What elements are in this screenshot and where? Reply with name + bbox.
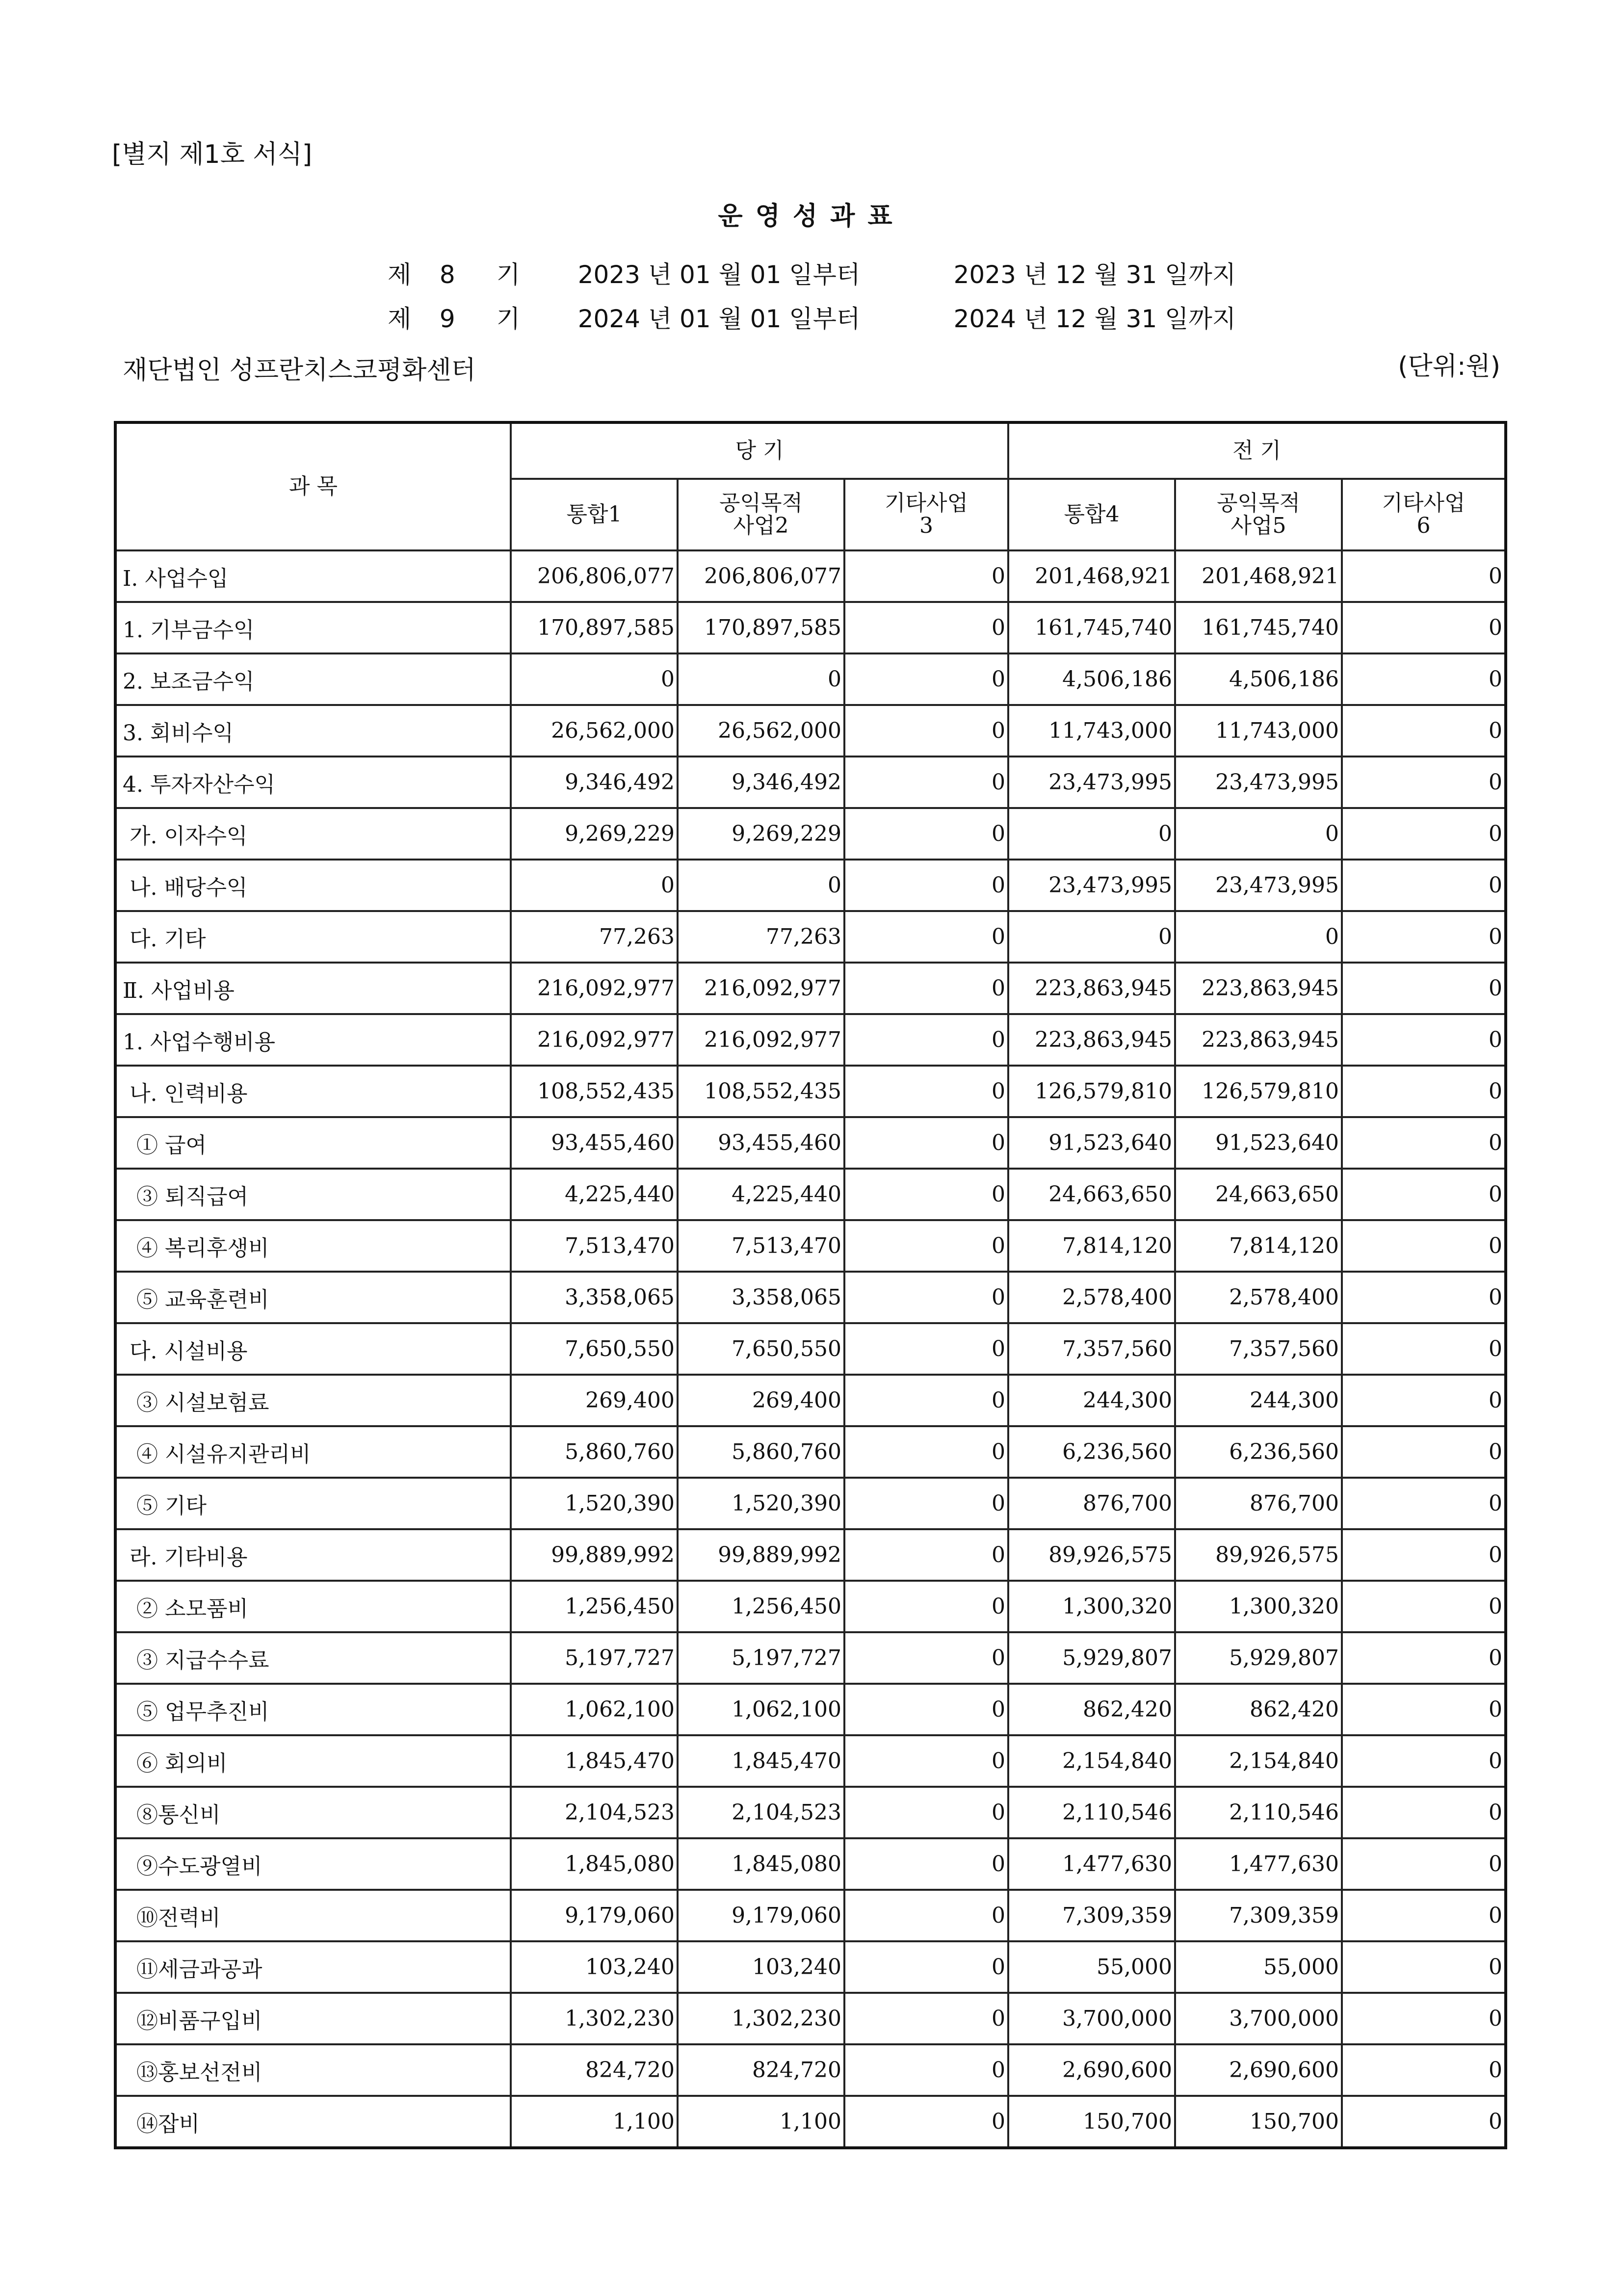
row-value: 99,889,992	[678, 1529, 844, 1581]
row-value: 77,263	[511, 911, 678, 963]
table-row	[115, 2044, 1506, 2096]
table-row	[115, 1014, 1506, 1066]
row-value: 23,473,995	[1175, 860, 1342, 911]
row-value: 206,806,077	[511, 550, 678, 602]
table-row	[115, 911, 1506, 963]
column-header-line: 3	[919, 513, 933, 538]
row-value: 4,225,440	[678, 1169, 844, 1220]
table-row	[115, 1941, 1506, 1993]
row-value: 0	[1342, 1426, 1506, 1478]
row-value: 216,092,977	[511, 963, 678, 1014]
row-item-label: ⑪세금과공과	[115, 1941, 511, 1993]
row-value: 11,743,000	[1008, 705, 1175, 757]
row-item-label: ④ 복리후생비	[115, 1220, 511, 1272]
row-value: 0	[844, 1838, 1008, 1890]
table-row	[115, 1478, 1506, 1529]
row-value: 2,110,546	[1008, 1787, 1175, 1838]
row-value: 9,269,229	[678, 808, 844, 860]
row-value: 5,860,760	[678, 1426, 844, 1478]
row-value: 269,400	[678, 1375, 844, 1426]
row-value: 0	[678, 653, 844, 705]
row-item-label: Ⅰ. 사업수입	[115, 550, 511, 602]
row-value: 0	[844, 1941, 1008, 1993]
row-item-label: 4. 투자자산수익	[115, 757, 511, 808]
table-row	[115, 1066, 1506, 1117]
row-value: 1,256,450	[511, 1581, 678, 1632]
organization-name: 재단법인 성프란치스코평화센터	[123, 356, 476, 385]
row-value: 23,473,995	[1175, 757, 1342, 808]
row-item-label: ⑬홍보선전비	[115, 2044, 511, 2096]
row-value: 0	[1342, 1375, 1506, 1426]
row-value: 24,663,650	[1175, 1169, 1342, 1220]
row-value: 1,300,320	[1175, 1581, 1342, 1632]
row-value: 0	[844, 1890, 1008, 1941]
row-value: 0	[844, 1735, 1008, 1787]
row-value: 862,420	[1008, 1684, 1175, 1735]
row-value: 2,104,523	[678, 1787, 844, 1838]
row-item-label: ⑤ 교육훈련비	[115, 1272, 511, 1323]
row-value: 0	[678, 860, 844, 911]
table-row	[115, 1117, 1506, 1169]
column-header	[1175, 479, 1342, 550]
table-row	[115, 1220, 1506, 1272]
row-value: 170,897,585	[678, 602, 844, 653]
row-value: 1,845,080	[511, 1838, 678, 1890]
row-value: 91,523,640	[1008, 1117, 1175, 1169]
row-value: 0	[844, 2044, 1008, 2096]
row-value: 0	[1342, 1066, 1506, 1117]
row-value: 3,700,000	[1175, 1993, 1342, 2044]
row-value: 161,745,740	[1008, 602, 1175, 653]
row-value: 150,700	[1175, 2096, 1342, 2148]
row-value: 0	[1175, 911, 1342, 963]
column-header-line: 기타사업	[1382, 490, 1466, 516]
row-value: 0	[844, 1993, 1008, 2044]
row-value: 1,302,230	[511, 1993, 678, 2044]
row-value: 0	[1342, 1117, 1506, 1169]
row-value: 170,897,585	[511, 602, 678, 653]
row-value: 0	[844, 1529, 1008, 1581]
row-value: 2,690,600	[1008, 2044, 1175, 2096]
row-value: 0	[844, 705, 1008, 757]
table-row	[115, 550, 1506, 602]
row-value: 26,562,000	[511, 705, 678, 757]
period-number: 8	[439, 261, 455, 289]
row-value: 0	[1342, 1220, 1506, 1272]
period-start: 2023 년 01 월 01 일부터	[577, 261, 861, 289]
row-value: 0	[844, 1014, 1008, 1066]
row-item-label: 가. 이자수익	[115, 808, 511, 860]
row-value: 0	[1342, 911, 1506, 963]
table-row	[115, 1323, 1506, 1375]
row-value: 0	[844, 1323, 1008, 1375]
row-value: 0	[844, 1684, 1008, 1735]
row-value: 24,663,650	[1008, 1169, 1175, 1220]
row-value: 1,845,080	[678, 1838, 844, 1890]
row-item-label: ⑤ 업무추진비	[115, 1684, 511, 1735]
row-value: 1,100	[678, 2096, 844, 2148]
row-value: 7,513,470	[678, 1220, 844, 1272]
row-value: 2,154,840	[1175, 1735, 1342, 1787]
row-value: 1,300,320	[1008, 1581, 1175, 1632]
row-value: 0	[1342, 602, 1506, 653]
row-value: 0	[1342, 1272, 1506, 1323]
row-value: 2,690,600	[1175, 2044, 1342, 2096]
row-value: 1,477,630	[1175, 1838, 1342, 1890]
row-item-label: ⑧통신비	[115, 1787, 511, 1838]
row-value: 0	[1342, 1941, 1506, 1993]
column-header	[1342, 479, 1506, 550]
row-value: 0	[1342, 1838, 1506, 1890]
row-value: 103,240	[511, 1941, 678, 1993]
row-value: 55,000	[1008, 1941, 1175, 1993]
row-value: 9,179,060	[678, 1890, 844, 1941]
table-row	[115, 705, 1506, 757]
row-value: 0	[844, 757, 1008, 808]
row-value: 0	[844, 1220, 1008, 1272]
row-value: 0	[1342, 1014, 1506, 1066]
row-value: 0	[1342, 1684, 1506, 1735]
row-value: 2,578,400	[1175, 1272, 1342, 1323]
row-value: 0	[844, 860, 1008, 911]
row-item-label: ⑭잡비	[115, 2096, 511, 2148]
row-value: 1,845,470	[678, 1735, 844, 1787]
row-value: 223,863,945	[1175, 1014, 1342, 1066]
row-value: 4,506,186	[1008, 653, 1175, 705]
row-value: 3,700,000	[1008, 1993, 1175, 2044]
row-value: 0	[1008, 808, 1175, 860]
row-value: 0	[1342, 1632, 1506, 1684]
row-value: 6,236,560	[1175, 1426, 1342, 1478]
row-value: 0	[844, 1478, 1008, 1529]
table-row	[115, 2096, 1506, 2148]
row-value: 26,562,000	[678, 705, 844, 757]
table-row	[115, 808, 1506, 860]
row-item-label: ⑫비품구입비	[115, 1993, 511, 2044]
period-line	[388, 255, 1236, 290]
row-value: 0	[844, 1787, 1008, 1838]
row-value: 244,300	[1008, 1375, 1175, 1426]
row-value: 23,473,995	[1008, 860, 1175, 911]
row-value: 0	[1342, 1735, 1506, 1787]
row-value: 126,579,810	[1008, 1066, 1175, 1117]
row-value: 0	[1342, 2096, 1506, 2148]
period-line	[388, 299, 1236, 335]
row-item-label: 1. 사업수행비용	[115, 1014, 511, 1066]
row-value: 0	[511, 860, 678, 911]
row-value: 0	[1342, 1478, 1506, 1529]
row-value: 5,197,727	[511, 1632, 678, 1684]
table-row	[115, 1838, 1506, 1890]
row-value: 5,860,760	[511, 1426, 678, 1478]
period-je: 제	[388, 305, 412, 333]
row-item-label: 다. 기타	[115, 911, 511, 963]
row-value: 1,520,390	[511, 1478, 678, 1529]
row-value: 0	[1342, 1890, 1506, 1941]
column-header-line: 6	[1416, 513, 1431, 538]
table-row	[115, 1272, 1506, 1323]
column-header-line: 사업5	[1230, 513, 1286, 538]
row-value: 2,104,523	[511, 1787, 678, 1838]
row-value: 0	[1342, 1993, 1506, 2044]
table-row	[115, 602, 1506, 653]
row-value: 91,523,640	[1175, 1117, 1342, 1169]
operating-results-table	[114, 421, 1507, 2149]
row-value: 93,455,460	[678, 1117, 844, 1169]
row-value: 4,506,186	[1175, 653, 1342, 705]
row-item-label: 1. 기부금수익	[115, 602, 511, 653]
row-value: 0	[1342, 550, 1506, 602]
row-value: 2,110,546	[1175, 1787, 1342, 1838]
row-value: 1,845,470	[511, 1735, 678, 1787]
row-item-label: 3. 회비수익	[115, 705, 511, 757]
row-value: 216,092,977	[678, 963, 844, 1014]
row-value: 89,926,575	[1175, 1529, 1342, 1581]
row-value: 0	[844, 808, 1008, 860]
row-item-label: 나. 배당수익	[115, 860, 511, 911]
table-row	[115, 1735, 1506, 1787]
row-value: 223,863,945	[1008, 963, 1175, 1014]
row-value: 0	[844, 911, 1008, 963]
row-value: 201,468,921	[1008, 550, 1175, 602]
row-item-label: 2. 보조금수익	[115, 653, 511, 705]
table-row	[115, 1529, 1506, 1581]
column-header-line: 사업2	[733, 513, 789, 538]
table-row	[115, 1684, 1506, 1735]
row-value: 0	[844, 1066, 1008, 1117]
header-prior-period: 전 기	[1008, 422, 1506, 479]
row-value: 0	[1342, 1581, 1506, 1632]
row-value: 0	[1175, 808, 1342, 860]
row-value: 1,477,630	[1008, 1838, 1175, 1890]
row-value: 103,240	[678, 1941, 844, 1993]
table-row	[115, 1787, 1506, 1838]
row-value: 0	[1008, 911, 1175, 963]
row-value: 0	[844, 963, 1008, 1014]
row-value: 150,700	[1008, 2096, 1175, 2148]
period-start: 2024 년 01 월 01 일부터	[577, 305, 861, 333]
row-value: 0	[844, 602, 1008, 653]
row-value: 3,358,065	[678, 1272, 844, 1323]
row-value: 93,455,460	[511, 1117, 678, 1169]
row-value: 1,062,100	[511, 1684, 678, 1735]
row-item-label: ③ 시설보험료	[115, 1375, 511, 1426]
row-value: 7,309,359	[1008, 1890, 1175, 1941]
row-value: 1,062,100	[678, 1684, 844, 1735]
row-value: 206,806,077	[678, 550, 844, 602]
row-item-label: ② 소모품비	[115, 1581, 511, 1632]
row-value: 0	[1342, 1529, 1506, 1581]
row-value: 0	[1342, 963, 1506, 1014]
table-row	[115, 1993, 1506, 2044]
row-value: 216,092,977	[511, 1014, 678, 1066]
row-item-label: ③ 지급수수료	[115, 1632, 511, 1684]
row-value: 161,745,740	[1175, 602, 1342, 653]
row-value: 9,179,060	[511, 1890, 678, 1941]
row-value: 7,309,359	[1175, 1890, 1342, 1941]
row-value: 1,100	[511, 2096, 678, 2148]
row-value: 223,863,945	[1008, 1014, 1175, 1066]
row-value: 89,926,575	[1008, 1529, 1175, 1581]
column-header	[1008, 479, 1175, 550]
row-item-label: Ⅱ. 사업비용	[115, 963, 511, 1014]
row-value: 108,552,435	[678, 1066, 844, 1117]
row-value: 0	[511, 653, 678, 705]
row-value: 223,863,945	[1175, 963, 1342, 1014]
row-value: 7,814,120	[1175, 1220, 1342, 1272]
row-value: 9,346,492	[511, 757, 678, 808]
period-je: 제	[388, 261, 412, 289]
row-value: 0	[1342, 757, 1506, 808]
row-item-label: 다. 시설비용	[115, 1323, 511, 1375]
table-row	[115, 1581, 1506, 1632]
row-item-label: ⑩전력비	[115, 1890, 511, 1941]
row-value: 269,400	[511, 1375, 678, 1426]
row-item-label: ④ 시설유지관리비	[115, 1426, 511, 1478]
row-value: 0	[844, 1375, 1008, 1426]
row-value: 216,092,977	[678, 1014, 844, 1066]
row-value: 5,929,807	[1175, 1632, 1342, 1684]
row-value: 862,420	[1175, 1684, 1342, 1735]
page-title: 운영성과표	[718, 202, 905, 231]
table-row	[115, 1632, 1506, 1684]
row-value: 7,357,560	[1175, 1323, 1342, 1375]
row-value: 55,000	[1175, 1941, 1342, 1993]
row-value: 0	[844, 1426, 1008, 1478]
row-value: 9,269,229	[511, 808, 678, 860]
row-value: 201,468,921	[1175, 550, 1342, 602]
period-gi: 기	[496, 261, 521, 289]
row-value: 0	[1342, 2044, 1506, 2096]
row-value: 23,473,995	[1008, 757, 1175, 808]
table-row	[115, 1375, 1506, 1426]
column-header-line: 공익목적	[1216, 490, 1300, 516]
row-value: 9,346,492	[678, 757, 844, 808]
row-value: 0	[1342, 653, 1506, 705]
row-item-label: ① 급여	[115, 1117, 511, 1169]
row-value: 7,814,120	[1008, 1220, 1175, 1272]
row-value: 126,579,810	[1175, 1066, 1342, 1117]
row-item-label: ⑥ 회의비	[115, 1735, 511, 1787]
unit-label: (단위:원)	[1398, 352, 1500, 381]
row-value: 0	[1342, 705, 1506, 757]
row-value: 0	[844, 2096, 1008, 2148]
row-value: 2,578,400	[1008, 1272, 1175, 1323]
row-value: 2,154,840	[1008, 1735, 1175, 1787]
row-value: 77,263	[678, 911, 844, 963]
column-header-line: 공익목적	[719, 490, 803, 516]
row-value: 824,720	[511, 2044, 678, 2096]
row-value: 0	[1342, 808, 1506, 860]
column-header-line: 통합1	[566, 501, 622, 527]
row-item-label: ③ 퇴직급여	[115, 1169, 511, 1220]
row-value: 876,700	[1008, 1478, 1175, 1529]
row-value: 1,302,230	[678, 1993, 844, 2044]
row-value: 99,889,992	[511, 1529, 678, 1581]
period-end: 2023 년 12 월 31 일까지	[953, 261, 1236, 289]
table-row	[115, 963, 1506, 1014]
row-value: 0	[1342, 1323, 1506, 1375]
row-value: 824,720	[678, 2044, 844, 2096]
period-number: 9	[439, 305, 455, 333]
table-row	[115, 1890, 1506, 1941]
column-header	[844, 479, 1008, 550]
row-value: 7,650,550	[511, 1323, 678, 1375]
row-value: 7,513,470	[511, 1220, 678, 1272]
row-value: 0	[844, 1632, 1008, 1684]
table-row	[115, 653, 1506, 705]
row-value: 3,358,065	[511, 1272, 678, 1323]
column-header	[511, 479, 678, 550]
table-row	[115, 860, 1506, 911]
row-value: 876,700	[1175, 1478, 1342, 1529]
header-item: 과 목	[115, 422, 511, 550]
row-value: 0	[844, 1581, 1008, 1632]
form-label: [별지 제1호 서식]	[112, 140, 313, 169]
row-value: 7,650,550	[678, 1323, 844, 1375]
column-header-line: 기타사업	[884, 490, 968, 516]
row-value: 1,256,450	[678, 1581, 844, 1632]
row-item-label: ⑨수도광열비	[115, 1838, 511, 1890]
row-item-label: 나. 인력비용	[115, 1066, 511, 1117]
row-value: 0	[844, 653, 1008, 705]
row-value: 0	[844, 1169, 1008, 1220]
table-row	[115, 757, 1506, 808]
table-row	[115, 1169, 1506, 1220]
row-value: 5,197,727	[678, 1632, 844, 1684]
row-value: 0	[844, 550, 1008, 602]
row-value: 244,300	[1175, 1375, 1342, 1426]
row-value: 1,520,390	[678, 1478, 844, 1529]
table-row	[115, 1426, 1506, 1478]
row-value: 0	[1342, 1787, 1506, 1838]
row-value: 6,236,560	[1008, 1426, 1175, 1478]
header-current-period: 당 기	[511, 422, 1008, 479]
period-gi: 기	[496, 305, 521, 333]
row-value: 5,929,807	[1008, 1632, 1175, 1684]
row-value: 0	[1342, 1169, 1506, 1220]
row-value: 4,225,440	[511, 1169, 678, 1220]
row-value: 0	[844, 1272, 1008, 1323]
column-header-line: 통합4	[1064, 501, 1120, 527]
row-item-label: 라. 기타비용	[115, 1529, 511, 1581]
row-value: 11,743,000	[1175, 705, 1342, 757]
row-value: 0	[844, 1117, 1008, 1169]
row-item-label: ⑤ 기타	[115, 1478, 511, 1529]
row-value: 7,357,560	[1008, 1323, 1175, 1375]
column-header	[678, 479, 844, 550]
row-value: 0	[1342, 860, 1506, 911]
row-value: 108,552,435	[511, 1066, 678, 1117]
period-end: 2024 년 12 월 31 일까지	[953, 305, 1236, 333]
